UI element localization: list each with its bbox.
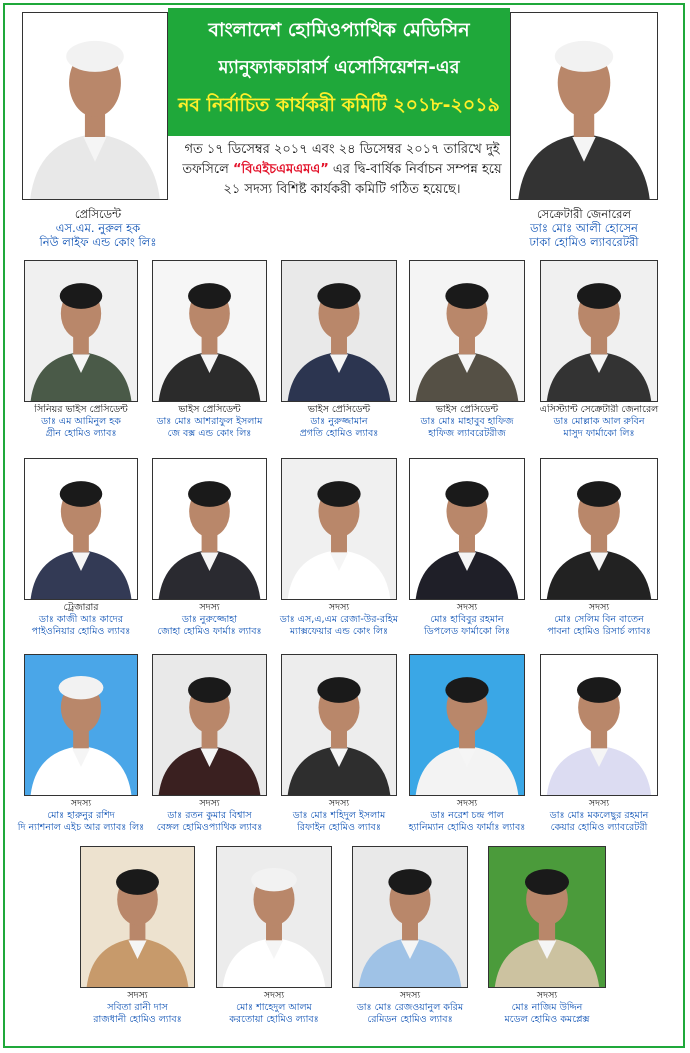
member-title: সদস্য	[456, 798, 478, 809]
member-company: মাসুদ ফার্মাকো লিঃ	[563, 428, 635, 439]
member-photo	[540, 260, 658, 402]
member-title: সদস্য	[263, 990, 285, 1001]
member-company: জে বক্স এন্ড কোং লিঃ	[167, 428, 252, 439]
member-name: মোঃ হাবিবুর রহমান	[430, 614, 504, 625]
member-title: সদস্য	[328, 602, 350, 613]
member-company: পাবনা হোমিও রিসার্চ ল্যাবঃ	[547, 626, 651, 637]
member-title: সদস্য	[456, 602, 478, 613]
header-line-2: ম্যানুফ্যাকচারার্স এসোসিয়েশন-এর	[218, 57, 460, 78]
member-company: জোহা হোমিও ফার্মাঃ ল্যাবঃ	[157, 626, 262, 637]
member-title: ভাইস প্রেসিডেন্ট	[178, 404, 241, 415]
member-title: সদস্য	[536, 990, 558, 1001]
member-title: সদস্য	[399, 990, 421, 1001]
member-name: ডাঃ কাজী আঃ কাদের	[38, 614, 124, 625]
member-caption	[273, 602, 405, 638]
member-name: ডাঃ মোঃ মাহাবুব হাফিজ	[420, 416, 514, 427]
member-caption	[401, 798, 533, 834]
member-company: রিফাইন হোমিও ল্যাবঃ	[297, 822, 381, 833]
header-line-1: বাংলাদেশ হোমিওপ্যাথিক মেডিসিন	[208, 19, 470, 41]
member-photo	[152, 458, 267, 600]
member-company: করতোয়া হোমিও ল্যাবঃ	[229, 1014, 319, 1025]
member-company: নিউ লাইফ এন্ড কোং লিঃ	[39, 235, 157, 249]
member-title: ট্রেজারার	[63, 602, 99, 613]
member-photo	[540, 654, 658, 796]
member-caption	[273, 404, 405, 440]
member-name: ডাঃ মোঃ শহিদুল ইসলাম	[292, 810, 386, 821]
member-caption	[72, 990, 204, 1026]
member-name: ডাঃ নরেশ চন্দ্র পাল	[430, 810, 504, 821]
member-caption	[401, 602, 533, 638]
member-name: মোঃ নাজিম উদ্দিন	[511, 1002, 583, 1013]
member-caption	[13, 207, 183, 249]
member-title: সদস্য	[588, 798, 610, 809]
member-name: ডাঃ এস,এ,এম রেজা-উর-রহিম	[279, 614, 399, 625]
member-company: প্রগতি হোমিও ল্যাবঃ	[299, 428, 379, 439]
member-company: ম্যাক্সফেয়ার এন্ড কোং লিঃ	[289, 626, 389, 637]
member-photo	[352, 846, 468, 988]
member-photo	[281, 458, 397, 600]
member-photo	[24, 654, 138, 796]
member-title: সদস্য	[70, 798, 92, 809]
member-photo	[488, 846, 606, 988]
member-title: সদস্য	[588, 602, 610, 613]
member-name: মোঃ সেলিম বিন বাতেন	[554, 614, 644, 625]
member-title: সদস্য	[199, 798, 220, 809]
member-company: গ্রীন হোমিও ল্যাবঃ	[45, 428, 117, 439]
member-company: বেঙ্গল হোমিওপ্যাথিক ল্যাবঃ	[156, 822, 263, 833]
member-name: সবিতা রানী দাস	[107, 1002, 168, 1013]
member-caption	[15, 404, 147, 440]
member-caption	[15, 602, 147, 638]
member-company: দি ন্যাশনাল এইচ আর ল্যাবঃ লিঃ	[17, 822, 145, 833]
member-caption	[144, 602, 276, 638]
member-company: কেয়ার হোমিও ল্যাবরেটরী	[550, 822, 648, 833]
member-company: পাইওনিয়ার হোমিও ল্যাবঃ	[31, 626, 131, 637]
member-company: ডিপলেড ফার্মাকো লিঃ	[424, 626, 510, 637]
member-company: ঢাকা হোমিও ল্যাবরেটরী	[529, 235, 639, 249]
member-title: প্রেসিডেন্ট	[74, 207, 122, 221]
member-photo	[281, 260, 397, 402]
member-title: সিনিয়র ভাইস প্রেসিডেন্ট	[34, 404, 128, 415]
member-photo	[24, 260, 138, 402]
member-name: ডাঃ এম আমিনুল হক	[41, 416, 121, 427]
member-name: ডাঃ নুরুজ্জোহা	[181, 614, 238, 625]
member-photo	[281, 654, 397, 796]
intro-text	[172, 140, 512, 200]
member-caption	[344, 990, 476, 1026]
member-caption	[15, 798, 147, 834]
member-photo	[80, 846, 195, 988]
member-photo	[409, 654, 525, 796]
header-line-3: নব নির্বাচিত কার্যকরী কমিটি ২০১৮-২০১৯	[178, 94, 500, 116]
member-name: ডাঃ মোঃ রেজওয়ানুল করিম	[356, 1002, 464, 1013]
member-company: হ্যানিম্যান হোমিও ফার্মাঃ ল্যাবঃ	[408, 822, 526, 833]
member-name: ডাঃ মোঃ আলী হোসেন	[530, 221, 638, 235]
member-caption	[273, 798, 405, 834]
member-photo	[24, 458, 138, 600]
member-name: মোঃ শাহেদুল আলম	[236, 1002, 312, 1013]
member-caption	[481, 990, 613, 1026]
header-banner	[168, 8, 510, 136]
member-photo	[540, 458, 658, 600]
member-caption	[144, 798, 276, 834]
intro-part-1: গত ১৭ ডিসেম্বর ২০১৭ এবং ২৪ ডিসেম্বর ২০১৭ তারিখে দুই তফসিলে	[182, 142, 500, 177]
member-title: ভাইস প্রেসিডেন্ট	[307, 404, 371, 415]
member-photo	[152, 260, 267, 402]
member-name: মোঃ হারুনুর রশিদ	[47, 810, 115, 821]
member-name: ডাঃ মোঃ আশরাফুল ইসলাম	[156, 416, 263, 427]
member-caption	[208, 990, 340, 1026]
member-caption	[533, 404, 665, 440]
member-name: ডাঃ মোঃ মকলেছুর রহমান	[549, 810, 649, 821]
member-caption	[401, 404, 533, 440]
member-title: সদস্য	[328, 798, 350, 809]
intro-part-2: এর দ্বি-বার্ষিক নির্বাচন সম্পন্ন হয়ে ২১ সদস্য বিশিষ্ট কার্যকরী কমিটি গঠিত হয়েছে।	[223, 162, 502, 197]
member-photo	[409, 458, 525, 600]
member-title: সদস্য	[127, 990, 148, 1001]
member-company: রাজধানী হোমিও ল্যাবঃ	[93, 1014, 182, 1025]
member-photo	[22, 12, 168, 200]
member-photo	[510, 12, 658, 200]
member-title: ভাইস প্রেসিডেন্ট	[435, 404, 499, 415]
member-title: এসিস্ট্যান্ট সেক্রেটারী জেনারেল	[539, 404, 659, 415]
member-caption	[144, 404, 276, 440]
intro-highlight: “বিএইচএমএমএ”	[232, 162, 329, 177]
member-photo	[152, 654, 267, 796]
member-caption	[533, 602, 665, 638]
member-photo	[409, 260, 525, 402]
member-photo	[216, 846, 332, 988]
member-caption	[533, 798, 665, 834]
member-caption	[499, 207, 669, 249]
member-company: হাফিজ ল্যাবরেটরীজ	[428, 428, 506, 439]
member-title: সেক্রেটারী জেনারেল	[536, 207, 632, 221]
member-company: রেমিডন হোমিও ল্যাবঃ	[367, 1014, 453, 1025]
member-company: মডেল হোমিও কমপ্লেক্স	[504, 1014, 590, 1025]
member-name: ডাঃ নুরুজ্জামান	[310, 416, 368, 427]
member-name: ডাঃ মোল্লাক আল রুবিন	[553, 416, 645, 427]
member-name: ডাঃ রতন কুমার বিশ্বাস	[167, 810, 252, 821]
member-name: এস.এম. নুরুল হক	[55, 221, 141, 235]
member-title: সদস্য	[199, 602, 220, 613]
